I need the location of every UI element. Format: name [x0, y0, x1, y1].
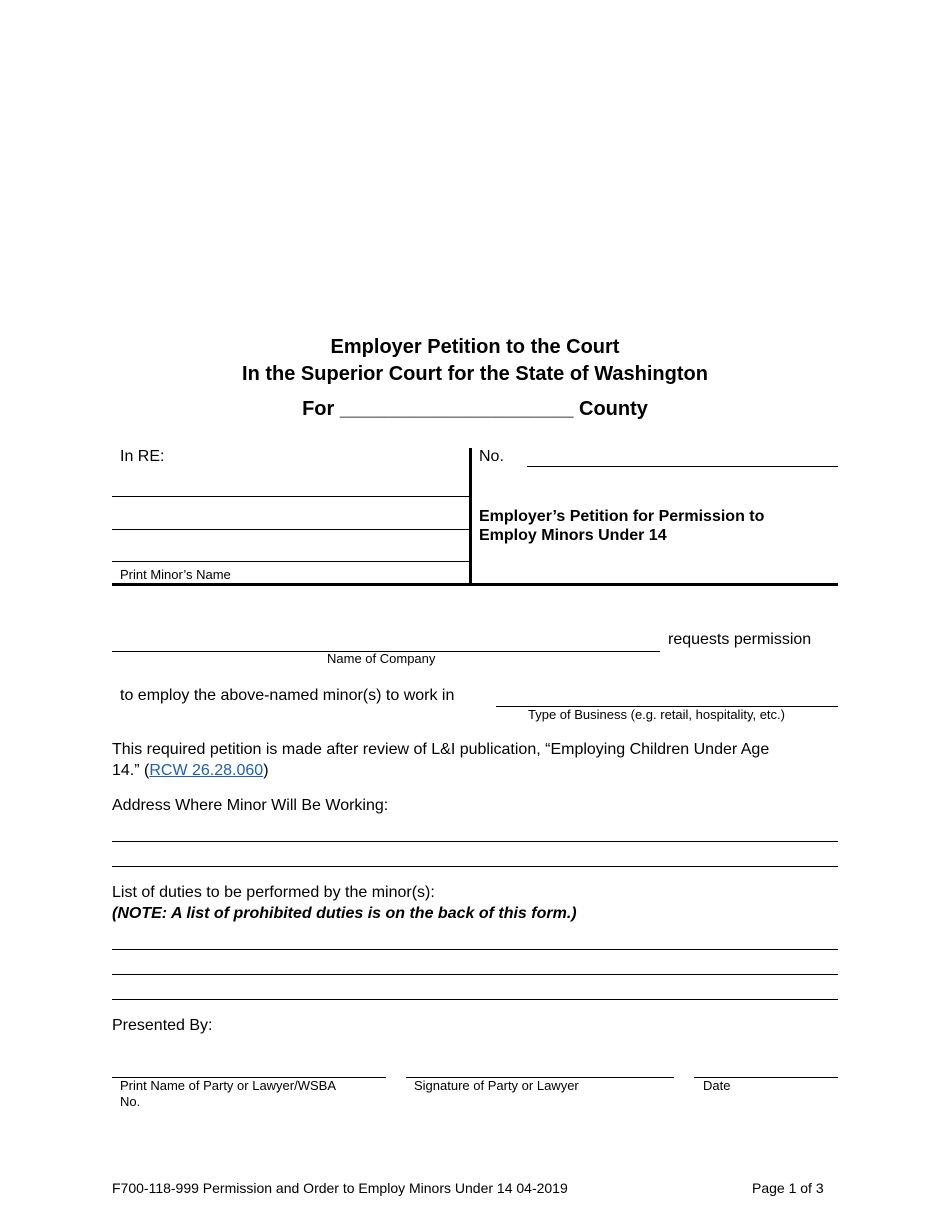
company-name-label: Name of Company [327, 651, 436, 666]
signature-label: Signature of Party or Lawyer [414, 1078, 579, 1093]
review-text-line-2 [112, 760, 769, 781]
caption-divider [469, 448, 472, 584]
duties-line-3[interactable] [112, 999, 838, 1000]
review-text-line-2-end: ) [263, 762, 269, 779]
business-type-label: Type of Business (e.g. retail, hospitality, etc.) [528, 707, 785, 722]
address-line-1[interactable] [112, 841, 838, 842]
county-blank[interactable]: _____________________ [339, 398, 574, 420]
duties-note: (NOTE: A list of prohibited duties is on the back of this form.) [112, 905, 577, 922]
address-label: Address Where Minor Will Be Working: [112, 797, 389, 814]
title-line-1: Employer Petition to the Court [330, 336, 620, 358]
page-number: Page 1 of 3 [752, 1180, 824, 1196]
requests-permission-text: requests permission [668, 631, 812, 648]
caption-bottom-rule [112, 583, 838, 586]
form-id-footer: F700-118-999 Permission and Order to Employ Minors Under 14 04-2019 [112, 1180, 568, 1196]
minor-name-label: Print Minor’s Name [120, 567, 231, 582]
minor-name-line-3[interactable] [112, 561, 470, 562]
employ-text: to employ the above-named minor(s) to work in [120, 687, 455, 704]
petition-title-line-1: Employer’s Petition for Permission to [479, 508, 765, 525]
address-line-2[interactable] [112, 866, 838, 867]
print-name-label [120, 1078, 336, 1110]
title-line-2: In the Superior Court for the State of Washington [242, 363, 708, 385]
county-prefix: For [302, 398, 335, 420]
in-re-label: In RE: [120, 448, 165, 465]
presented-by-label: Presented By: [112, 1017, 213, 1034]
minor-name-line-1[interactable] [112, 496, 470, 497]
petition-title [479, 507, 764, 545]
rcw-link[interactable]: RCW 26.28.060 [149, 762, 264, 779]
duties-label: List of duties to be performed by the minor(s): [112, 884, 435, 901]
case-number-label: No. [479, 448, 504, 465]
case-number-line[interactable] [527, 466, 838, 467]
petition-title-line-2: Employ Minors Under 14 [479, 527, 667, 544]
review-text-line-1: This required petition is made after review of L&I publication, “Employing Children Under Age [112, 741, 770, 758]
county-line [0, 398, 950, 421]
review-statement [112, 739, 769, 781]
review-text-line-2-start: 14.” ( [112, 762, 150, 779]
duties-line-2[interactable] [112, 974, 838, 975]
duties-line-1[interactable] [112, 949, 838, 950]
print-name-label-line-2: No. [120, 1094, 141, 1109]
print-name-label-line-1: Print Name of Party or Lawyer/WSBA [120, 1078, 337, 1093]
date-label: Date [703, 1078, 731, 1093]
county-suffix: County [579, 398, 648, 420]
minor-name-line-2[interactable] [112, 529, 470, 530]
